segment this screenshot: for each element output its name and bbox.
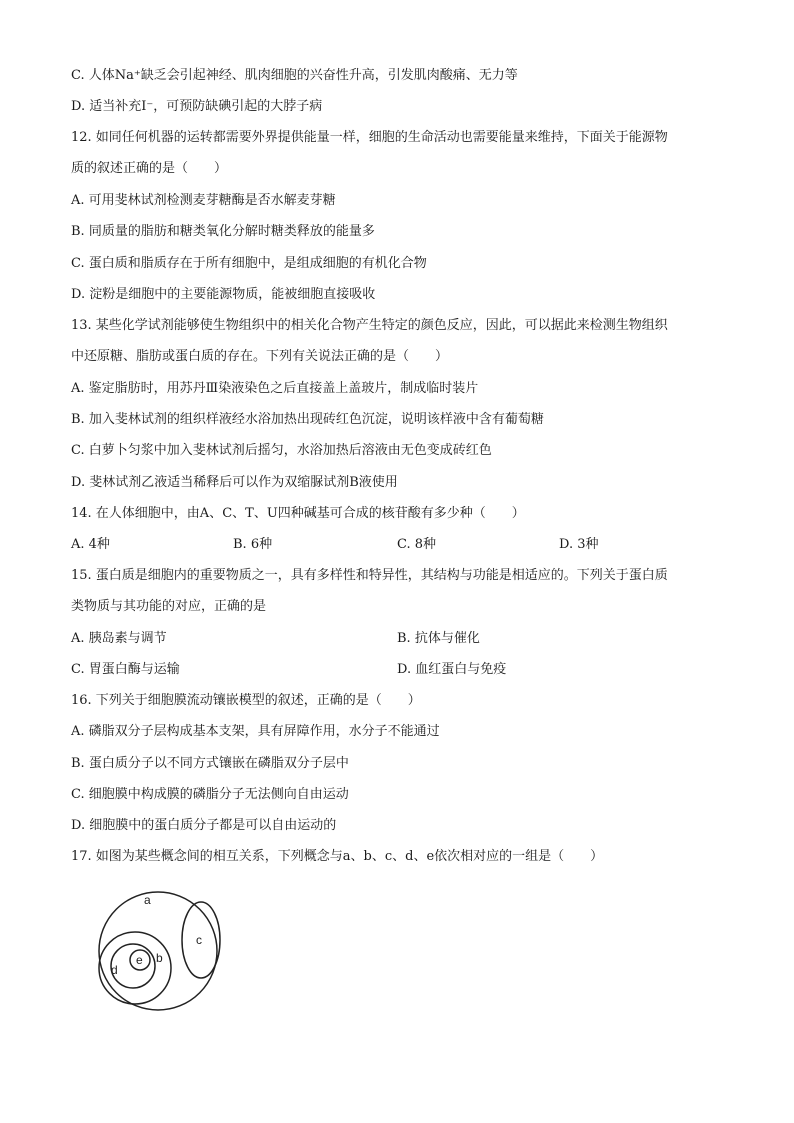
- q16-option-d: D. 细胞膜中的蛋白质分子都是可以自由运动的: [71, 818, 337, 833]
- q15-stem-line2: 类物质与其功能的对应，正确的是: [71, 599, 267, 614]
- q11-option-d: D. 适当补充I⁻，可预防缺碘引起的大脖子病: [71, 99, 323, 114]
- q13-option-c: C. 白萝卜匀浆中加入斐林试剂后摇匀，水浴加热后溶液由无色变成砖红色: [71, 443, 492, 458]
- q13-option-b: B. 加入斐林试剂的组织样液经水浴加热出现砖红色沉淀，说明该样液中含有葡萄糖: [71, 412, 544, 427]
- label-b: b: [156, 951, 163, 965]
- label-c: c: [196, 933, 202, 947]
- q13-option-a: A. 鉴定脂肪时，用苏丹Ⅲ染液染色之后直接盖上盖玻片，制成临时装片: [71, 381, 479, 396]
- q14-option-c: C. 8种: [397, 537, 437, 552]
- q13-stem-line1: 13. 某些化学试剂能够使生物组织中的相关化合物产生特定的颜色反应，因此，可以据此来检测生物组织: [71, 318, 668, 333]
- q15-option-c: C. 胃蛋白酶与运输: [71, 662, 180, 677]
- q15-stem-line1: 15. 蛋白质是细胞内的重要物质之一，具有多样性和特异性，其结构与功能是相适应的。下列关于蛋白质: [71, 568, 668, 583]
- q12-option-a: A. 可用斐林试剂检测麦芽糖酶是否水解麦芽糖: [71, 193, 336, 208]
- q12-option-b: B. 同质量的脂肪和糖类氧化分解时糖类释放的能量多: [71, 224, 375, 239]
- q17-stem: 17. 如图为某些概念间的相互关系，下列概念与a、b、c、d、e依次相对应的一组是（ ）: [71, 849, 604, 864]
- q11-option-c: C. 人体Na⁺缺乏会引起神经、肌肉细胞的兴奋性升高，引发肌肉酸痛、无力等: [71, 68, 518, 83]
- q16-option-b: B. 蛋白质分子以不同方式镶嵌在磷脂双分子层中: [71, 756, 349, 771]
- q15-option-d: D. 血红蛋白与免疫: [397, 662, 507, 677]
- label-d: d: [111, 963, 118, 977]
- q14-option-b: B. 6种: [233, 537, 273, 552]
- q15-option-b: B. 抗体与催化: [397, 631, 480, 646]
- q13-option-d: D. 斐林试剂乙液适当稀释后可以作为双缩脲试剂B液使用: [71, 475, 398, 490]
- q16-option-c: C. 细胞膜中构成膜的磷脂分子无法侧向自由运动: [71, 787, 349, 802]
- q12-stem-line1: 12. 如同任何机器的运转都需要外界提供能量一样，细胞的生命活动也需要能量来维持，下面关于能源物: [71, 130, 668, 145]
- q12-stem-line2: 质的叙述正确的是（ ）: [71, 161, 228, 176]
- q13-stem-line2: 中还原糖、脂肪或蛋白质的存在。下列有关说法正确的是（ ）: [71, 349, 449, 364]
- q12-option-c: C. 蛋白质和脂质存在于所有细胞中，是组成细胞的有机化合物: [71, 256, 427, 271]
- q15-option-a: A. 胰岛素与调节: [71, 631, 167, 646]
- q16-option-a: A. 磷脂双分子层构成基本支架，具有屏障作用，水分子不能通过: [71, 724, 440, 739]
- q14-option-a: A. 4种: [71, 537, 110, 552]
- label-e: e: [136, 953, 143, 967]
- q14-option-d: D. 3种: [559, 537, 599, 552]
- q14-stem: 14. 在人体细胞中，由A、C、T、U四种碱基可合成的核苷酸有多少种（ ）: [71, 506, 525, 521]
- concept-venn-diagram: [80, 886, 240, 1016]
- label-a: a: [144, 893, 151, 907]
- q16-stem: 16. 下列关于细胞膜流动镶嵌模型的叙述，正确的是（ ）: [71, 693, 421, 708]
- q12-option-d: D. 淀粉是细胞中的主要能源物质，能被细胞直接吸收: [71, 287, 376, 302]
